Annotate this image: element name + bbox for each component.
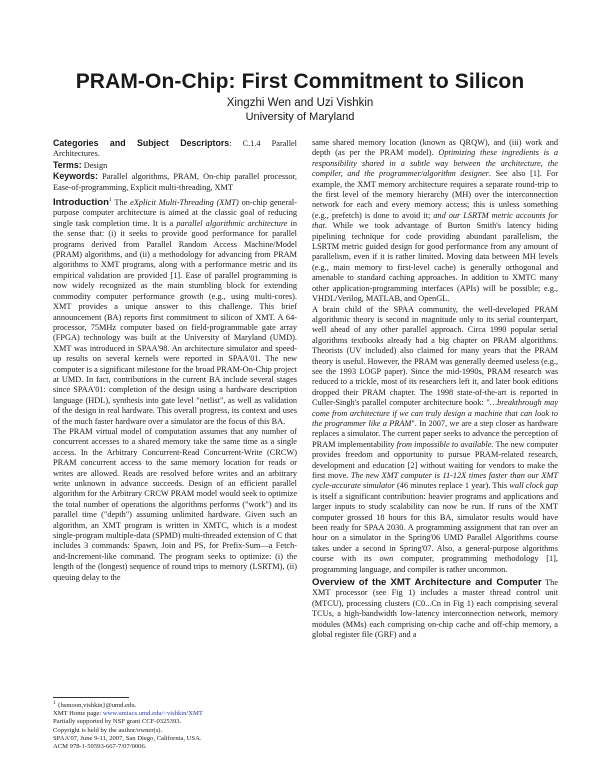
- body-text: ". In 2007, we are a step closer as hardware replaces a simulator. The current paper seeks to advance the perception of PRAM implementability: [312, 418, 558, 449]
- categories-label: Categories and Subject Descriptors: [53, 138, 230, 148]
- footnote-mark: 1: [53, 699, 56, 706]
- body-text: computer, programming methodology [1], programming language, and compiler is rather uncommon.: [312, 554, 558, 574]
- intro-heading: Introduction: [53, 197, 109, 209]
- body-emphasis: and our LSRTM metric accounts for that: [312, 210, 558, 231]
- body-text: The XMT processor (see Fig 1) includes a master thread control unit (MTCU), processing clusters (C0...Cn in Fig 1) each comprising several TCUs, a high-bandwidth low-latency interconnection network, memory modules (MMs) each comprising on-chip cache and off-chip memory, a global register file (GRF) and a: [312, 578, 558, 640]
- body-text: . See also [1]. For example, the XMT memory architecture requires a separate round-trip to the first level of the memory hierarchy (MH) over the interconnection network for each and every memory access; this is unless something (e.g., prefetch) is done to avoid it;: [312, 169, 558, 220]
- homepage-link[interactable]: www.umiacs.umd.edu/~vishkin/XMT: [102, 710, 203, 718]
- section-heading-xmt-overview: Overview of the XMT Architecture and Computer: [312, 577, 542, 589]
- terms-text: Design: [81, 160, 108, 170]
- authors: Xingzhi Wen and Uzi Vishkin: [226, 97, 374, 109]
- footnote-venue: SPAA'07, June 9-11, 2007, San Diego, California, USA.: [53, 734, 202, 742]
- left-column: [53, 138, 297, 583]
- body-text: same shared memory location (known as QRQW), and (iii) work and depth (as per the PRAM model).: [312, 138, 558, 158]
- intro-emphasis: parallel algorithmic architecture: [176, 218, 288, 228]
- footnote-acm: ACM 978-1-59593-667-7/07/0006.: [53, 743, 147, 751]
- body-emphasis: wall clock gap: [509, 481, 558, 491]
- body-emphasis: own: [379, 554, 394, 564]
- footnote-support: Partially supported by NSF grant CCF-0325393.: [53, 718, 182, 726]
- body-emphasis: The new XMT computer is 11-12X times faster than our XMT cycle-accurate simulator: [312, 471, 558, 491]
- right-paragraph-3: [312, 578, 558, 640]
- footnote: [53, 699, 297, 751]
- footnote-ref: 1: [108, 197, 112, 204]
- terms-label: Terms:: [53, 159, 82, 170]
- footnote-copyright: Copyright is held by the author/owner(s).: [53, 726, 163, 734]
- body-text: (46 minutes replace 1 year). This: [394, 481, 510, 491]
- affiliation: University of Maryland: [245, 111, 355, 123]
- categories-text: : C.1.4 Parallel Architectures.: [53, 139, 297, 159]
- body-text: A brain child of the SPAA community, the well-developed PRAM algorithmic theory is second in magnitude only to its serial counterpart, well ahead of any other parallel approach. Circa 1990 popular serial algorithms textbooks already had a big chapter on PRAM algorithms. Theorists (UV included) also claimed for many years that the PRAM theory is useful. However, the PRAM was generally deemed useless (e.g., see the 1993 LOGP paper). Since the mid-1990s, PRAM research was reduced to a trickle, most of its researchers left it, and later book editions dropped their PRAM chapter. The 1998 state-of-the-art is reported in Culler-Singh's parallel computer architecture book: ": [312, 304, 558, 408]
- right-paragraph-2: [312, 305, 558, 576]
- intro-paragraph-2: The PRAM virtual model of computation assumes that any number of concurrent accesses to a shared memory take the same time as a single access. In the Arbitrary Concurrent-Read Concurrent-Write (CRCW) PRAM concurrent access to the same memory location for reads or writes are allowed. Reads are resolved before writes and an arbitrary write unknown in advance succeeds. Design of an efficient parallel algorithm for the Arbitrary CRCW PRAM model would seek to optimize the total number of operations the algorithms performs ("work") and its parallel time ("depth") assuming unlimited hardware. Given such an algorithm, an XMT program is written in XMTC, which is a modest single-program multiple-data (SPMD) multi-threaded extension of C that includes 3 commands: Spawn, Join and PS, for Prefix-Sum—a Fetch-and-Increment-like command. The program seeks to optimize: (i) the length of the (longest) sequence of round trips to memory (LSRTM), (ii) queuing delay to the: [53, 426, 297, 582]
- categories-paragraph: [53, 138, 297, 160]
- keywords-text: Parallel algorithms, PRAM, On-chip parallel processor, Ease-of-programming, Explicit multi-threading, XMT: [53, 172, 297, 192]
- keywords-paragraph: [53, 171, 297, 193]
- body-text: . While we took advantage of Burton Smith's latency hiding pipelining technique for code providing abundant parallelism, the LSRTM metric guided design for good performance from any amount of parallelism, even if it is rather limited. Moving data between MH levels (e.g., main memory to first-level cache) is generally orthogonal and amenable to standard caching approaches. In addition to XMTC many other application-programming interfaces (APIs) will be possible; e.g., VHDL/Verilog, MATLAB, and OpenGL.: [312, 221, 558, 304]
- body-emphasis: from impossible to available: [396, 439, 492, 449]
- right-column: [312, 138, 558, 641]
- intro-text: The: [111, 198, 131, 208]
- footnote-email: [53, 699, 297, 710]
- intro-emphasis: eXplicit Multi-Threading (XMT): [130, 198, 239, 208]
- homepage-label: XMT Home page:: [53, 710, 103, 718]
- terms-paragraph: [53, 160, 297, 171]
- right-paragraph-1: [312, 138, 558, 305]
- body-text: . The new computer provides freedom and opportunity to pursue PRAM-related research, development and education [2] without waiting for vendors to make the first move.: [312, 439, 558, 480]
- footnote-rule: [53, 697, 129, 698]
- intro-text: in the sense that: (i) it seeks to provide good performance for parallel programs derived from Parallel Random Access Machine/Model (PRAM) algorithms, and (ii) a methodology for advancing from PRAM algorithms to XMT programs, along with a performance metric and its empirical validation are provided [1]. Ease of parallel programming is now widely recognized as the main stumbling block for extending commodity computer performance growth (e.g., using multi-cores). XMT provides a unique answer to this challenge. This brief announcement (BA) reports first commitment to silicon of XMT. A 64-processor, 75MHz computer based on field-programmable gate array (FPGA) technology was built at the University of Maryland (UMD). XMT was introduced in SPAA'98. An architecture simulator and speed-up results on several kernels were reported in SPAA'01. The new computer is a significant milestone for the broad PRAM-On-Chip project at UMD. In fact, contributions in the current BA include several stages since SPAA'01: completion of the design using a hardware description language (HDL), synthesis into gate level "netlist", as well as validation of the design in real hardware. This overall progress, its context and uses of the much faster hardware over a simulator are the focus of this BA.: [53, 218, 297, 426]
- footnote-email-text: {hsmoon,vishkin}@umd.edu.: [55, 702, 137, 709]
- body-emphasis: …breakthrough may come from architecture if we can truly design a machine that can look to the programmer like a PRAM: [312, 398, 558, 428]
- intro-paragraph-1: [53, 198, 297, 427]
- intro-text: on-chip general-purpose computer architecture is aimed at the classic goal of reducing single task completion time. It is a: [53, 198, 297, 228]
- body-text: is itself a significant contribution: heavier programs and applications and larger inputs to study scalability can now be run. If runs of the XMT computer grossed 18 hours for this BA, simulator results would have been ready for SPAA 2030. A programming assignment that ran over an hour on a simulator in the Spring'06 UMD Parallel Algorithms course takes under a second in Spring'07. Also, a general-purpose algorithms course with its: [312, 491, 558, 564]
- keywords-label: Keywords:: [53, 171, 98, 182]
- footnote-homepage: [53, 710, 297, 718]
- paper-title: PRAM-On-Chip: First Commitment to Silicon: [75, 70, 525, 93]
- body-emphasis: Optimizing these ingredients is a responsibility shared in a subtle way between the architecture, the compiler, and the programmer/algorithm designer: [312, 148, 558, 179]
